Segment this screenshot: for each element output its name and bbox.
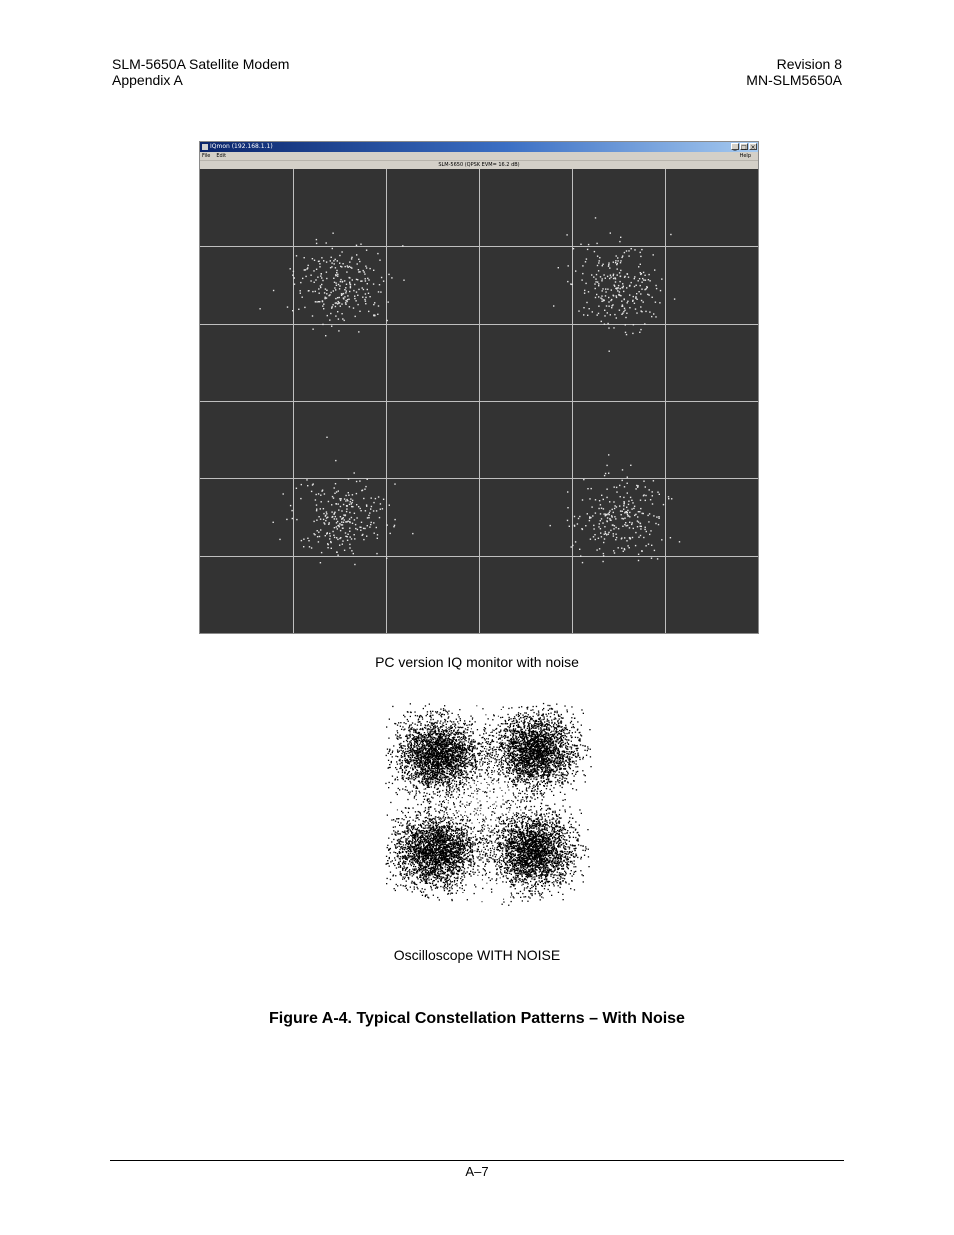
page-header-right <box>746 56 842 88</box>
scope-points <box>385 702 591 906</box>
menu-edit[interactable]: Edit <box>216 153 227 159</box>
footer-rule <box>110 1160 844 1161</box>
menu-file[interactable]: File <box>202 153 211 159</box>
maximize-button[interactable]: □ <box>741 144 747 151</box>
page-number: A–7 <box>465 1164 489 1179</box>
document-number: MN-SLM5650A <box>746 72 842 88</box>
page-header-left <box>112 56 289 88</box>
scope-caption: Oscilloscope WITH NOISE <box>393 947 561 963</box>
pc-caption: PC version IQ monitor with noise <box>375 654 579 670</box>
revision-label: Revision 8 <box>776 56 842 72</box>
minimize-button[interactable]: _ <box>731 143 739 150</box>
iqmon-window <box>199 141 759 634</box>
app-icon <box>202 144 208 150</box>
iq-constellation-plot <box>200 169 758 633</box>
window-title-bar[interactable] <box>200 142 758 152</box>
window-title: IQmon (192.168.1.1) <box>210 143 273 150</box>
manual-title: SLM-5650A Satellite Modem <box>112 56 290 72</box>
figure-caption: Figure A-4. Typical Constellation Patterns – With Noise <box>269 1010 685 1027</box>
close-button[interactable]: × <box>750 144 756 151</box>
appendix-label: Appendix A <box>112 72 183 88</box>
plot-title: SLM-5650 (QPSK EVM= 16.2 dB) <box>200 160 758 169</box>
oscilloscope-constellation <box>385 702 595 907</box>
menu-bar <box>200 152 758 160</box>
menu-help[interactable]: Help <box>739 153 751 159</box>
